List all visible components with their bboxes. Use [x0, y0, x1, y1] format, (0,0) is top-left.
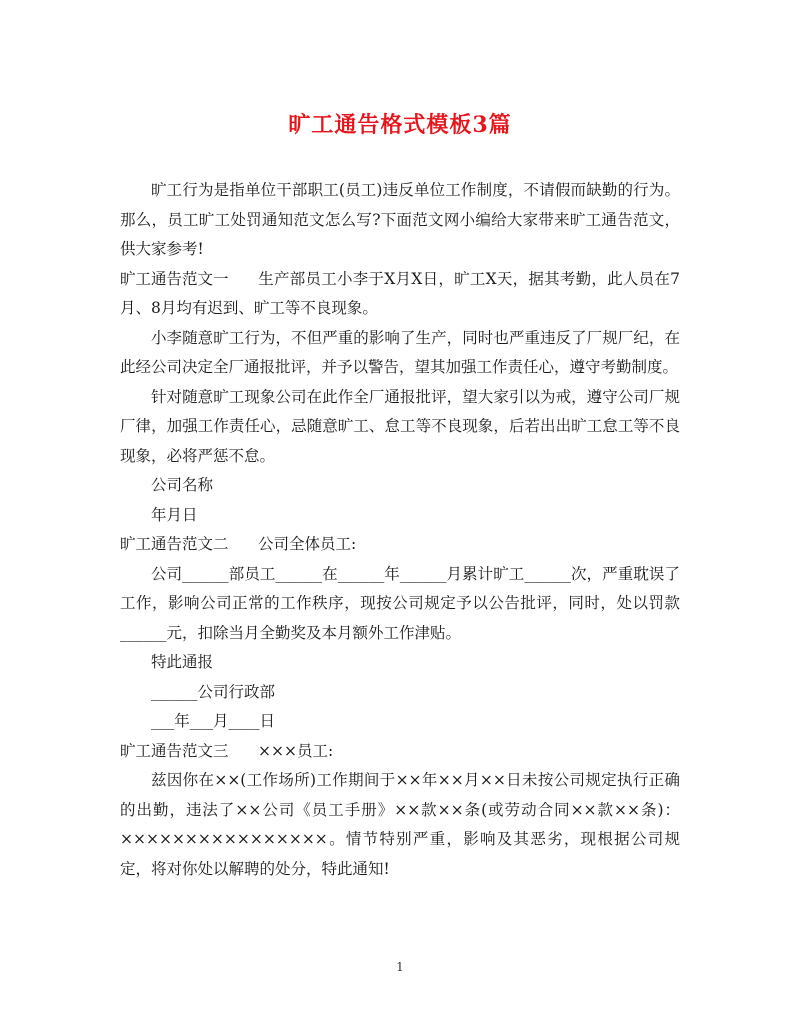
- sample-2-first-line: [120, 530, 680, 560]
- sample-2-heading: 旷工通告范文二: [120, 535, 229, 553]
- sample-1-first-line: [120, 265, 680, 324]
- sample-2-date: ___年___月____日: [151, 712, 276, 730]
- sample-3-paragraph-2: 兹因你在××(工作场所)工作期间于××年××月××日未按公司规定执行正确的出勤，违法了××公司《员工手册》××款××条(或劳动合同××款××条)：××××××××××××××××。情节特别严重，影响及其恶劣，现根据公司规定，将对你处以解聘的处分，特此通知!: [120, 771, 680, 878]
- sample-1-paragraph-2: 小李随意旷工行为，不但严重的影响了生产，同时也严重违反了厂规厂纪，在此经公司决定全厂通报批评，并予以警告，望其加强工作责任心，遵守考勤制度。: [120, 328, 680, 376]
- sample-3-first-line: [120, 737, 680, 767]
- sample-3-first-text: ×××员工:: [258, 741, 334, 760]
- sample-3-heading: 旷工通告范文三: [120, 741, 229, 760]
- sample-1-heading: 旷工通告范文一: [120, 269, 229, 288]
- sample-1-paragraph-3: 针对随意旷工现象公司在此作全厂通报批评，望大家引以为戒，遵守公司厂规厂律，加强工作责任心，忌随意旷工、怠工等不良现象，后若出出旷工怠工等不良现象，必将严惩不怠。: [120, 387, 680, 465]
- intro-paragraph: 旷工行为是指单位干部职工(员工)违反单位工作制度，不请假而缺勤的行为。那么，员工旷工处罚通知范文怎么写?下面范文网小编给大家带来旷工通告范文，供大家参考!: [120, 181, 680, 258]
- sample-2-first-text: 公司全体员工:: [258, 535, 357, 553]
- sample-1-first-text: 生产部员工小李于X月X日，旷工X天，据其考勤，此人员在7月、8月均有迟到、旷工等不良现象。: [120, 269, 680, 317]
- sample-1-date: 年月日: [151, 505, 198, 524]
- sample-2-notice: 特此通报: [151, 653, 214, 671]
- sample-1-company-name: 公司名称: [151, 476, 214, 494]
- document-title: 旷工通告格式模板3篇: [288, 112, 512, 138]
- document-body: [120, 176, 680, 884]
- page-number: 1: [396, 960, 404, 974]
- sample-2-paragraph-2: 公司______部员工______在______年______月累计旷工______次，严重耽误了工作，影响公司正常的工作秩序，现按公司规定予以公告批评，同时，处以罚款______元，扣除当月全勤奖及本月额外工作津贴。: [120, 564, 680, 642]
- sample-2-department: ______公司行政部: [151, 682, 276, 701]
